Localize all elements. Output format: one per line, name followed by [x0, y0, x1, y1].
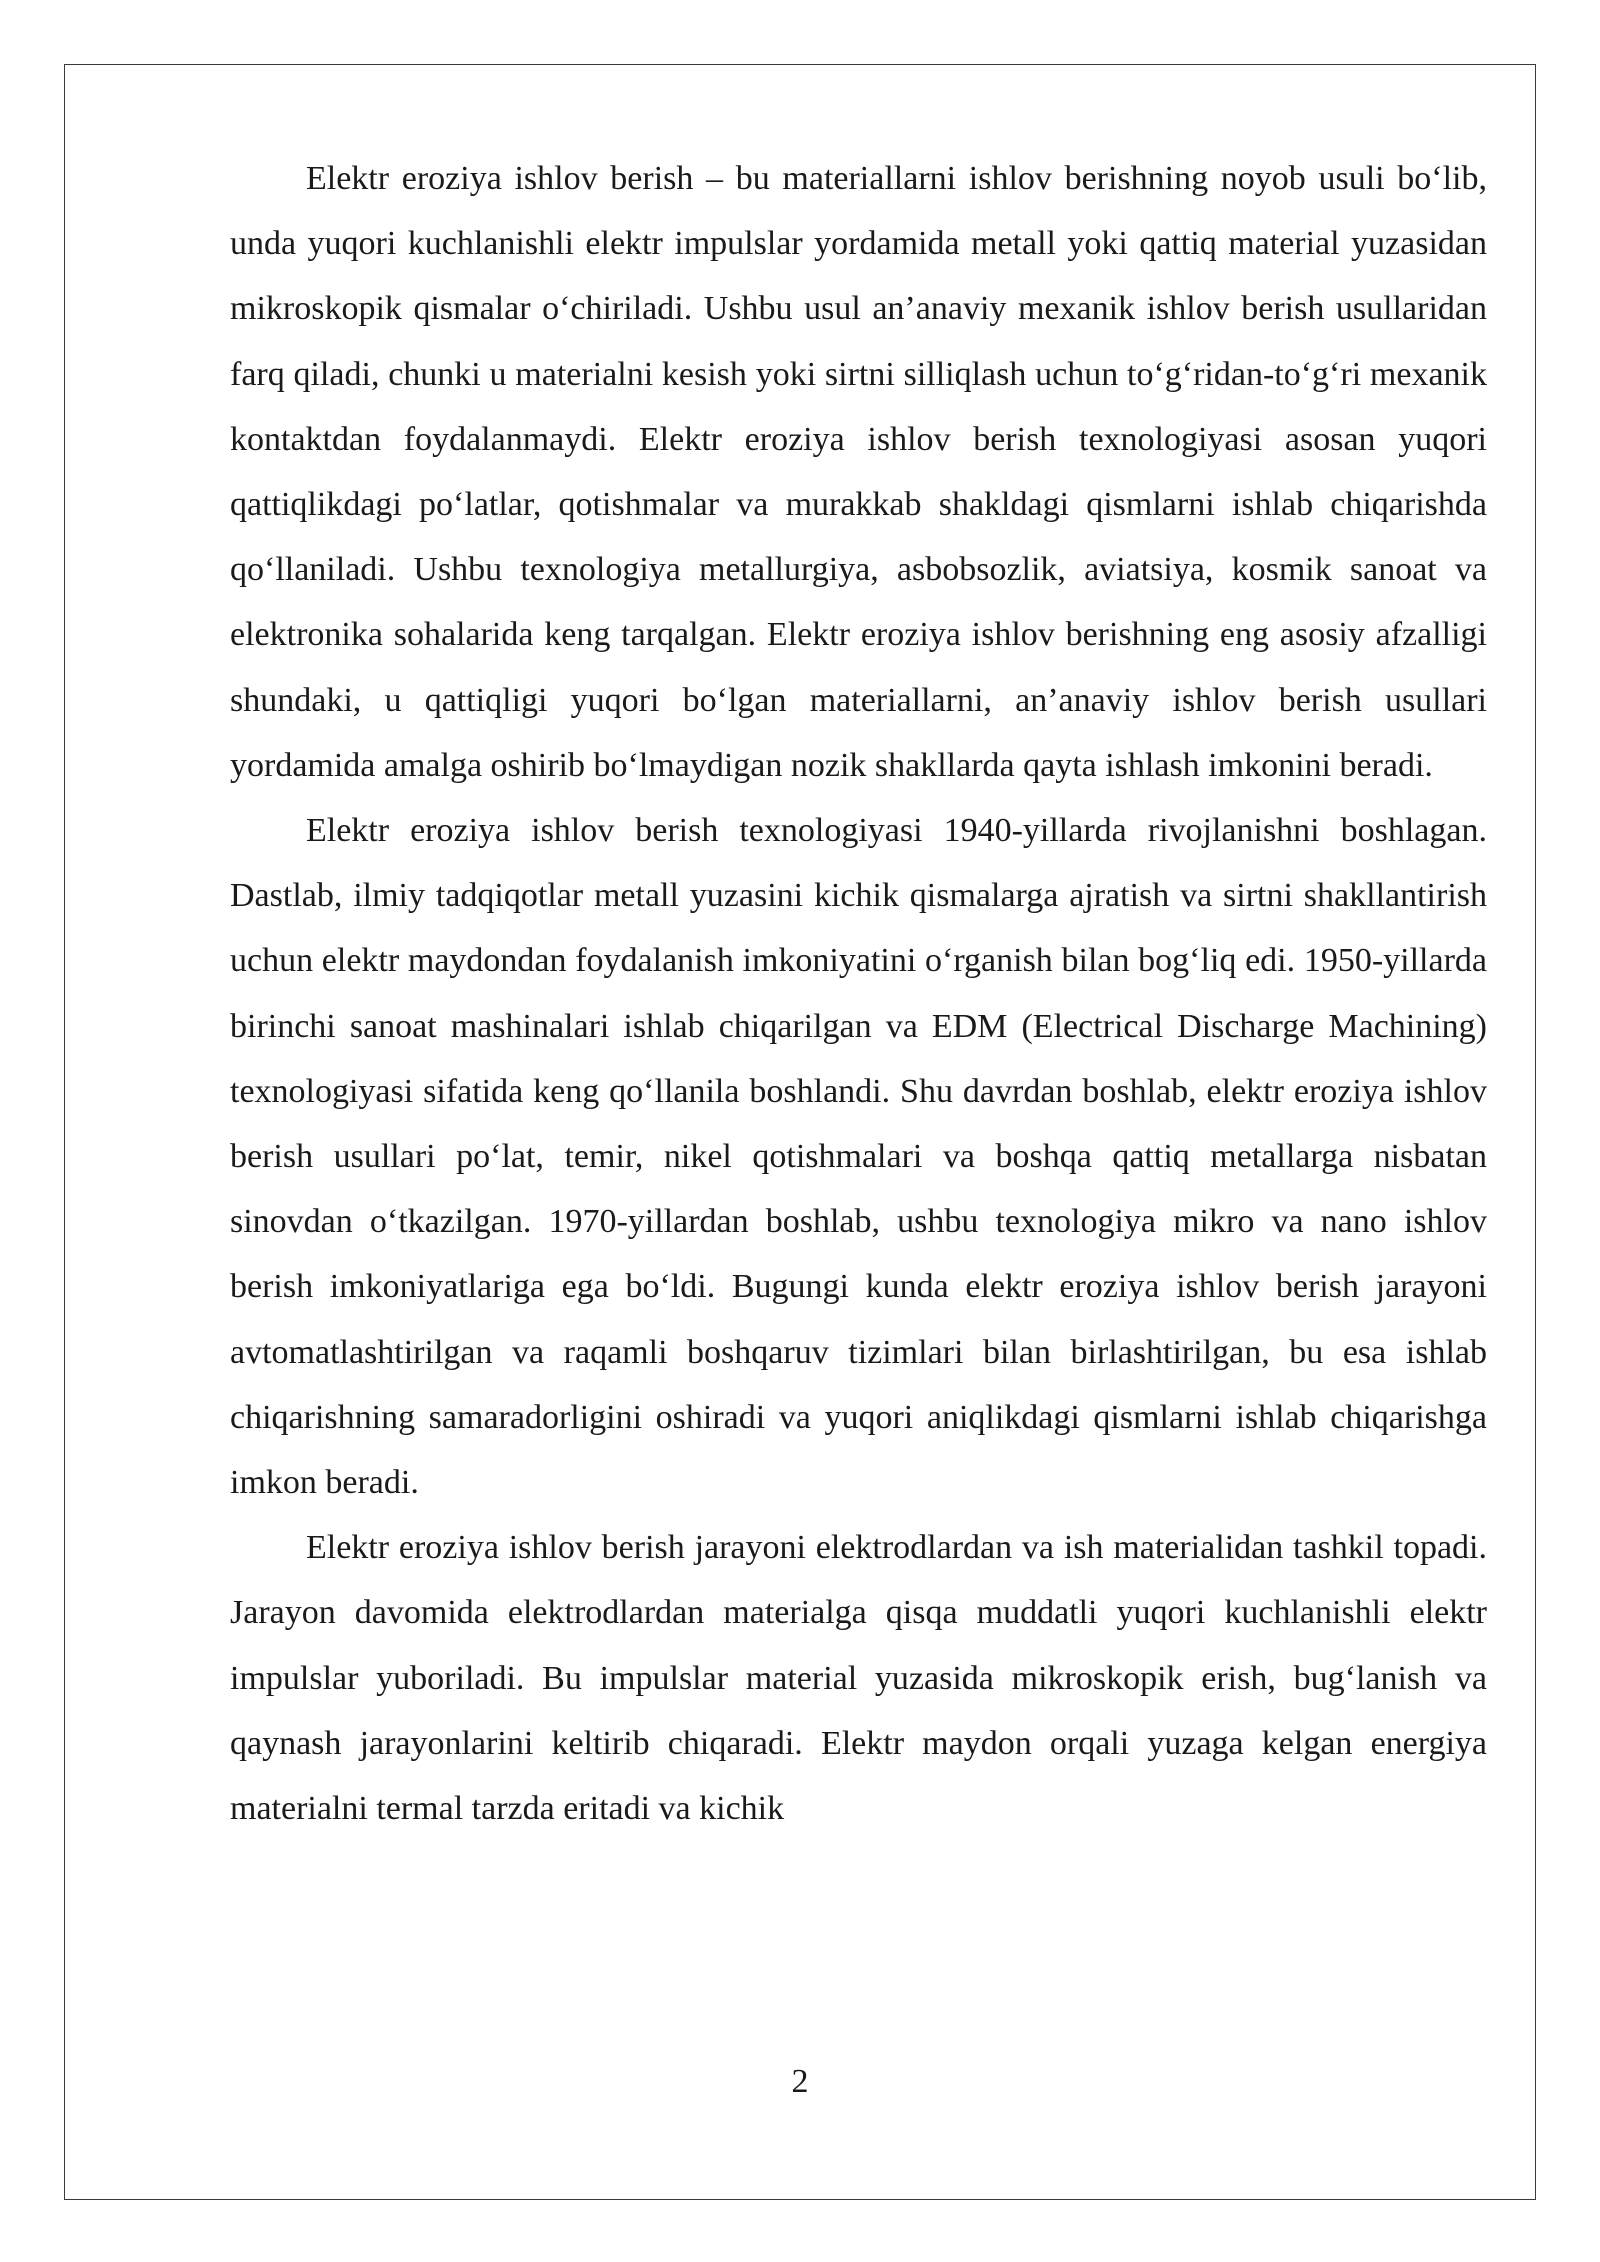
paragraph-3: Elektr eroziya ishlov berish jarayoni elektrodlardan va ish materialidan tashkil topadi. Jarayon davomida elektrodlardan materialga qisqa muddatli yuqori kuchlanishli elektr impulslar yuboriladi. Bu impulslar material yuzasida mikroskopik erish, bug‘lanish va qaynash jarayonlarini keltirib chiqaradi. Elektr maydon orqali yuzaga kelgan energiya materialni termal tarzda eritadi va kichik — [230, 1529, 1487, 1828]
page-number: 2 — [791, 2063, 809, 2100]
document-body — [230, 146, 1487, 1841]
paragraph-1: Elektr eroziya ishlov berish – bu materiallarni ishlov berishning noyob usuli bo‘lib, unda yuqori kuchlanishli elektr impulslar yordamida metall yoki qattiq material yuzasidan mikroskopik qismalar o‘chiriladi. Ushbu usul an’anaviy mexanik ishlov berish usullaridan farq qiladi, chunki u materialni kesish yoki sirtni silliqlash uchun to‘g‘ridan-to‘g‘ri mexanik kontaktdan foydalanmaydi. Elektr eroziya ishlov berish texnologiyasi asosan yuqori qattiqlikdagi po‘latlar, qotishmalar va murakkab shakldagi qismlarni ishlab chiqarishda qo‘llaniladi. Ushbu texnologiya metallurgiya, asbobsozlik, aviatsiya, kosmik sanoat va elektronika sohalarida keng tarqalgan. Elektr eroziya ishlov berishning eng asosiy afzalligi shundaki, u qattiqligi yuqori bo‘lgan materiallarni, an’anaviy ishlov berish usullari yordamida amalga oshirib bo‘lmaydigan nozik shakllarda qayta ishlash imkonini beradi. — [230, 160, 1487, 784]
paragraph-2: Elektr eroziya ishlov berish texnologiyasi 1940-yillarda rivojlanishni boshlagan. Dastlab, ilmiy tadqiqotlar metall yuzasini kichik qismalarga ajratish va sirtni shakllantirish uchun elektr maydondan foydalanish imkoniyatini o‘rganish bilan bog‘liq edi. 1950-yillarda birinchi sanoat mashinalari ishlab chiqarilgan va EDM (Electrical Discharge Machining) texnologiyasi sifatida keng qo‘llanila boshlandi. Shu davrdan boshlab, elektr eroziya ishlov berish usullari po‘lat, temir, nikel qotishmalari va boshqa qattiq metallarga nisbatan sinovdan o‘tkazilgan. 1970-yillardan boshlab, ushbu texnologiya mikro va nano ishlov berish imkoniyatlariga ega bo‘ldi. Bugungi kunda elektr eroziya ishlov berish jarayoni avtomatlashtirilgan va raqamli boshqaruv tizimlari bilan birlashtirilgan, bu esa ishlab chiqarishning samaradorligini oshiradi va yuqori aniqlikdagi qismlarni ishlab chiqarishga imkon beradi. — [230, 812, 1487, 1502]
